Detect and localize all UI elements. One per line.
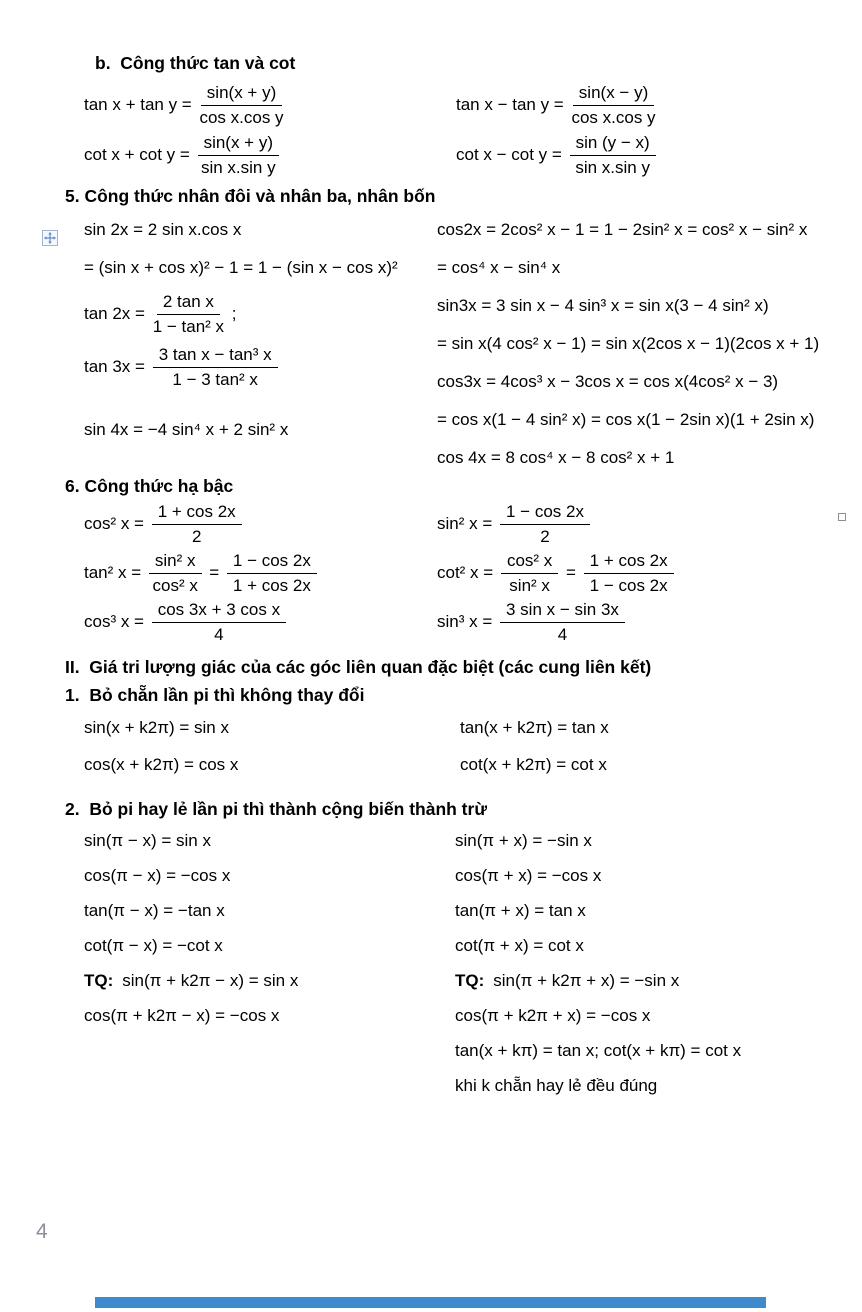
formula: cos² x = $\frac{1 + \cos 2x}{2}$: [84, 501, 437, 546]
formula: tan² x = $\frac{\text{sin² x}}{\text{cos² x}}$ = $\frac{1 - \cos 2x}{1 + \cos 2x}$: [84, 550, 437, 595]
formula-row: [84, 750, 834, 780]
formula: cos2x = 2cos² x − 1 = 1 − 2sin² x = cos² x − sin² x: [437, 220, 808, 240]
section-heading: 5. Công thức nhân đôi và nhân ba, nhân bốn: [65, 186, 436, 207]
formula-row: [84, 827, 834, 855]
formula: tan x + tan y = $\frac{\sin(x + y)}{\text{cos x.cos y}}$: [84, 83, 284, 127]
subsection-even-multiples-pi: [65, 684, 834, 780]
formula-row: [84, 132, 834, 177]
formula-row: [84, 862, 834, 890]
section-heading: b. Công thức tan và cot: [95, 53, 296, 73]
note-row: [84, 1072, 834, 1100]
formula: = cos⁴ x − sin⁴ x: [437, 258, 561, 278]
formula: tan(π + x) = tan x: [455, 901, 586, 921]
formula-row: [84, 713, 834, 743]
note-text: khi k chẵn hay lẻ đều đúng: [455, 1076, 658, 1096]
formula: cot(π − x) = −cot x: [84, 936, 223, 956]
formula-row: [84, 1002, 834, 1030]
formula-with-label: [455, 967, 834, 995]
formula: cos³ x = $\frac{\text{cos 3x + 3 cos x}}{4}$: [84, 599, 437, 644]
subsection-heading: 1. Bỏ chẵn lần pi thì không thay đổi: [65, 685, 365, 706]
section-power-reduction: [65, 475, 834, 644]
formula-with-label: [84, 967, 455, 995]
formula: sin(x + k2π) = sin x: [84, 718, 229, 738]
formula-row: [84, 82, 834, 127]
formula: cot(π + x) = cot x: [455, 936, 584, 956]
footer-bar: [95, 1297, 766, 1308]
section-heading: 6. Công thức hạ bậc: [65, 476, 234, 497]
formula: cos(x + k2π) = cos x: [84, 755, 239, 775]
formula: cos(π + x) = −cos x: [455, 866, 602, 886]
formula: tan x − tan y = $\frac{\sin(x - y)}{\text{cos x.cos y}}$: [456, 83, 656, 127]
formula: tan(x + k2π) = tan x: [460, 718, 609, 738]
formula: sin3x = 3 sin x − 4 sin³ x = sin x(3 − 4 sin² x): [437, 296, 769, 316]
formula: sin(π + x) = −sin x: [455, 831, 592, 851]
four-arrows-icon: [44, 232, 56, 244]
formula-row: [84, 1037, 834, 1065]
formula-row: [84, 599, 834, 644]
formula-row: [84, 897, 834, 925]
section-tan-cot: [65, 52, 834, 177]
formula: = sin x(4 cos² x − 1) = sin x(2cos x − 1)(2cos x + 1): [437, 334, 820, 354]
page-number: 4: [36, 1220, 48, 1243]
tq-label: TQ:: [84, 971, 114, 991]
formula: cot(x + k2π) = cot x: [460, 755, 607, 775]
formula: sin(π + k2π − x) = sin x: [122, 971, 299, 991]
formula-row-tq: [84, 967, 834, 995]
spacer: [84, 1072, 455, 1100]
formula: cos 4x = 8 cos⁴ x − 8 cos² x + 1: [437, 448, 675, 468]
formula-row: [84, 550, 834, 595]
formula: tan 2x = $\frac{\text{2 tan x}}{\text{1 − tan² x}}$ ;: [84, 292, 237, 336]
formula: sin 4x = −4 sin⁴ x + 2 sin² x: [84, 420, 289, 440]
formula: cos(π + k2π − x) = −cos x: [84, 1006, 280, 1026]
formula: sin³ x = $\frac{\text{3 sin x − sin 3x}}{4}$: [437, 599, 834, 644]
formula-row: [84, 932, 834, 960]
formula: sin(π + k2π + x) = −sin x: [493, 971, 680, 991]
spacer: [84, 1037, 455, 1065]
formula: cos3x = 4cos³ x − 3cos x = cos x(4cos² x − 3): [437, 372, 779, 392]
formula: tan(π − x) = −tan x: [84, 901, 225, 921]
section-heading-related-angles: II. Giá tri lượng giác của các góc liên quan đặc biệt (các cung liên kết): [65, 657, 652, 678]
formula-row: [84, 501, 834, 546]
formula: = (sin x + cos x)² − 1 = 1 − (sin x − cos x)²: [84, 258, 398, 278]
formula: cos(π + k2π + x) = −cos x: [455, 1006, 651, 1026]
formula: cos(π − x) = −cos x: [84, 866, 231, 886]
formula: = cos x(1 − 4 sin² x) = cos x(1 − 2sin x)(1 + 2sin x): [437, 410, 815, 430]
formula: sin(π − x) = sin x: [84, 831, 211, 851]
tq-label: TQ:: [455, 971, 485, 991]
formula: cot² x = $\frac{\text{cos² x}}{\text{sin² x}}$ = $\frac{1 + \cos 2x}{1 - \cos 2x}$: [437, 550, 834, 595]
object-anchor-marker: [838, 513, 846, 521]
formula: tan(x + kπ) = tan x; cot(x + kπ) = cot x: [455, 1041, 742, 1061]
move-handle-icon[interactable]: [42, 230, 58, 246]
formula: sin 2x = 2 sin x.cos x: [84, 220, 242, 240]
formula: cot x + cot y = $\frac{\sin(x + y)}{\text{sin x.sin y}}$: [84, 132, 456, 177]
subsection-odd-multiples-pi: [65, 798, 834, 1100]
formula: sin² x = $\frac{1 - \cos 2x}{2}$: [437, 501, 834, 546]
formula: tan 3x = $\frac{\text{3 tan x − tan³ x}}{\text{1 − 3 tan² x}}$: [84, 344, 437, 389]
subsection-heading: 2. Bỏ pi hay lẻ lần pi thì thành cộng biến thành trừ: [65, 799, 487, 820]
formula: cot x − cot y = $\frac{\sin (y - x)}{\text{sin x.sin y}}$: [456, 132, 834, 177]
left-column: [84, 207, 437, 473]
section-double-triple-angle: [65, 185, 834, 473]
right-column: [437, 207, 834, 473]
